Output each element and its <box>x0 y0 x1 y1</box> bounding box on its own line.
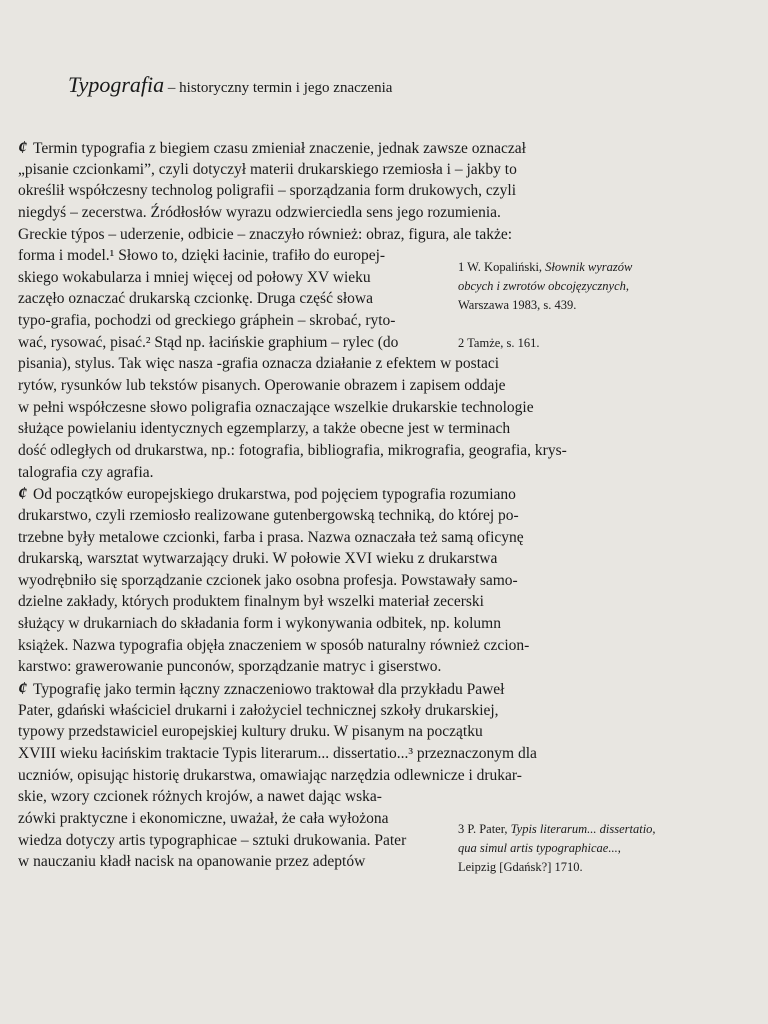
text-line: drukarską, warsztat wytwarzający druki. W połowie XVI wieku z drukarstwa <box>18 550 498 568</box>
text-line: ¢ Od początków europejskiego drukarstwa, pod pojęciem typografia rozumiano <box>18 483 516 504</box>
text-line: w nauczaniu kładł nacisk na opanowanie przez adeptów <box>18 853 366 871</box>
text-line: trzebne były metalowe czcionki, farba i prasa. Nazwa oznaczała też samą oficynę <box>18 528 524 546</box>
text-line: typo-grafia, pochodzi od greckiego gráphein – skrobać, ryto- <box>18 312 396 330</box>
footnote-title: Słownik wyrazów obcych i zwrotów obcojęzycznych <box>458 260 633 293</box>
footnote-number: 2 <box>458 336 465 350</box>
text-line: wiedza dotyczy artis typographicae – sztuki drukowania. Pater <box>18 831 407 849</box>
text-line: skiego wokabularza i mniej więcej od połowy XV wieku <box>18 268 371 286</box>
paragraph-mark-icon: ¢ <box>18 678 27 699</box>
footnote-rest: , Leipzig [Gdańsk?] 1710. <box>458 841 621 874</box>
text-line: pisania), stylus. Tak więc nasza -grafia oznacza działanie z efektem w postaci <box>18 355 500 373</box>
text-line: określił współczesny technolog poligrafii – sporządzania form drukowych, czyli <box>18 182 517 200</box>
footnote-rest: , Warszawa 1983, s. 439. <box>458 279 630 312</box>
text-line: uczniów, opisując historię drukarstwa, omawiając narzędzia odlewnicze i drukar- <box>18 766 522 784</box>
text-line: służące powielaniu identycznych egzemplarzy, a także obecne jest w terminach <box>18 420 511 438</box>
paragraph-mark-icon: ¢ <box>18 137 27 157</box>
footnote-author: W. Kopaliński, <box>467 260 543 274</box>
footnote-3 <box>458 820 658 877</box>
footnote-text: Tamże, s. 161. <box>467 336 540 350</box>
paragraph-mark-icon: ¢ <box>18 483 27 504</box>
text-line: rytów, rysunków lub tekstów pisanych. Operowanie obrazem i zapisem oddaje <box>18 377 506 395</box>
text-line: typowy przedstawiciel europejskiej kultury druku. W pisanym na początku <box>18 723 483 741</box>
text-line: talografia czy agrafia. <box>18 463 154 481</box>
text-line: służący w drukarniach do składania form i wykonywania odbitek, np. kolumn <box>18 615 501 633</box>
text-line: drukarstwo, czyli rzemiosło realizowane gutenbergowską techniką, do której po- <box>18 506 519 524</box>
text-line: Greckie týpos – uderzenie, odbicie – znaczyło również: obraz, figura, ale także: <box>18 225 513 243</box>
text-line: dość odległych od drukarstwa, np.: fotografia, bibliografia, mikrografia, geografia, krys- <box>18 441 567 459</box>
text-line: skie, wzory czcionek różnych krojów, a nawet dając wska- <box>18 788 382 806</box>
text-line: „pisanie czcionkami”, czyli dotyczył materii drukarskiego rzemiosła i – jakby to <box>18 160 517 178</box>
text-line: w pełni współczesne słowo poligrafia oznaczające wszelkie drukarskie technologie <box>18 398 534 416</box>
footnote-number: 3 <box>458 822 465 836</box>
footnote-1 <box>458 258 658 315</box>
footnote-author: P. Pater, <box>467 822 508 836</box>
text-line: książek. Nazwa typografia objęła znaczeniem w sposób naturalny również czcion- <box>18 636 530 654</box>
heading-subtitle: – historyczny termin i jego znaczenia <box>164 80 393 96</box>
text-line: ¢ Typografię jako termin łączny zznaczeniowo traktował dla przykładu Paweł <box>18 678 505 699</box>
text-line: Pater, gdański właściciel drukarni i założyciel technicznej szkoły drukarskiej, <box>18 701 499 719</box>
body-text <box>18 137 588 873</box>
footnote-2 <box>458 334 658 353</box>
footnote-title: Typis literarum... dissertatio, qua simul artis typographicae... <box>458 822 656 855</box>
heading-title: Typografia <box>68 72 165 97</box>
text-line: zówki praktyczne i ekonomiczne, uważał, że cała wyłożona <box>18 809 389 827</box>
text-line: wać, rysować, pisać.² Stąd np. łacińskie graphium – rylec (do <box>18 333 399 351</box>
text-line: niegdyś – zecerstwa. Źródłosłów wyrazu odzwierciedla sens jego rozumienia. <box>18 203 501 221</box>
text-line: wyodrębniło się sporządzanie czcionek jako osobna profesja. Powstawały samo- <box>18 571 518 589</box>
text-line: forma i model.¹ Słowo to, dzięki łacinie, trafiło do europej- <box>18 247 386 265</box>
text-line: zaczęło oznaczać drukarską czcionkę. Druga część słowa <box>18 290 373 308</box>
section-heading <box>68 72 392 98</box>
text-line: ¢ Termin typografia z biegiem czasu zmieniał znaczenie, jednak zawsze oznaczał <box>18 137 526 157</box>
text-line: dzielne zakłady, których produktem finalnym był wszelki materiał zecerski <box>18 593 484 611</box>
footnote-number: 1 <box>458 260 465 274</box>
text-line: karstwo: grawerowanie punconów, sporządzanie matryc i giserstwo. <box>18 658 442 676</box>
text-line: XVIII wieku łacińskim traktacie Typis literarum... dissertatio...³ przeznaczonym dla <box>18 744 537 762</box>
